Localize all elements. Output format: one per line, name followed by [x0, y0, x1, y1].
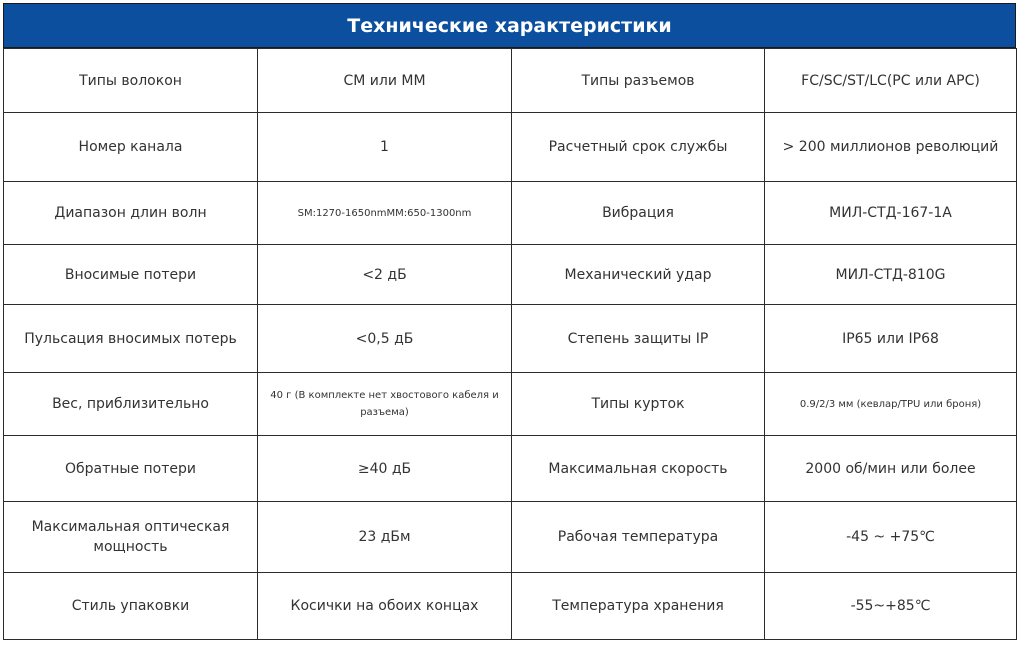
param-value: 0.9/2/3 мм (кевлар/TPU или броня)	[765, 373, 1017, 436]
param-name: Стиль упаковки	[4, 573, 258, 640]
param-name: Типы курток	[512, 373, 765, 436]
table-row	[4, 113, 1017, 182]
param-name: Рабочая температура	[512, 502, 765, 573]
param-value: <2 дБ	[258, 245, 512, 305]
param-value: 1	[258, 113, 512, 182]
param-value: 23 дБм	[258, 502, 512, 573]
param-name: Механический удар	[512, 245, 765, 305]
table-row	[4, 182, 1017, 245]
table-row	[4, 49, 1017, 113]
param-name: Типы разъемов	[512, 49, 765, 113]
param-value: SM:1270-1650nmMM:650-1300nm	[258, 182, 512, 245]
param-value: МИЛ-СТД-167-1А	[765, 182, 1017, 245]
param-value: СМ или ММ	[258, 49, 512, 113]
param-name: Максимальная скорость	[512, 436, 765, 502]
table-row	[4, 245, 1017, 305]
param-value: FC/SC/ST/LC(PC или APC)	[765, 49, 1017, 113]
param-value: Косички на обоих концах	[258, 573, 512, 640]
param-value: МИЛ-СТД-810G	[765, 245, 1017, 305]
param-name: Диапазон длин волн	[4, 182, 258, 245]
param-name: Типы волокон	[4, 49, 258, 113]
table-title: Технические характеристики	[3, 3, 1016, 48]
table-row	[4, 305, 1017, 373]
param-value: IP65 или IP68	[765, 305, 1017, 373]
param-name: Вносимые потери	[4, 245, 258, 305]
param-value: 2000 об/мин или более	[765, 436, 1017, 502]
param-value: <0,5 дБ	[258, 305, 512, 373]
param-name: Степень защиты IP	[512, 305, 765, 373]
param-name: Пульсация вносимых потерь	[4, 305, 258, 373]
spec-table-container	[3, 3, 1016, 640]
param-name: Вибрация	[512, 182, 765, 245]
param-value: -55~+85℃	[765, 573, 1017, 640]
param-name: Вес, приблизительно	[4, 373, 258, 436]
table-row	[4, 502, 1017, 573]
param-value: -45 ~ +75℃	[765, 502, 1017, 573]
param-value: > 200 миллионов революций	[765, 113, 1017, 182]
param-name: Температура хранения	[512, 573, 765, 640]
table-row	[4, 436, 1017, 502]
param-name: Расчетный срок службы	[512, 113, 765, 182]
param-value: 40 г (В комплекте нет хвостового кабеля и разъема)	[258, 373, 512, 436]
param-name: Максимальная оптическая мощность	[4, 502, 258, 573]
param-value: ≥40 дБ	[258, 436, 512, 502]
table-row	[4, 373, 1017, 436]
param-name: Номер канала	[4, 113, 258, 182]
spec-table	[3, 48, 1017, 640]
param-name: Обратные потери	[4, 436, 258, 502]
table-row	[4, 573, 1017, 640]
